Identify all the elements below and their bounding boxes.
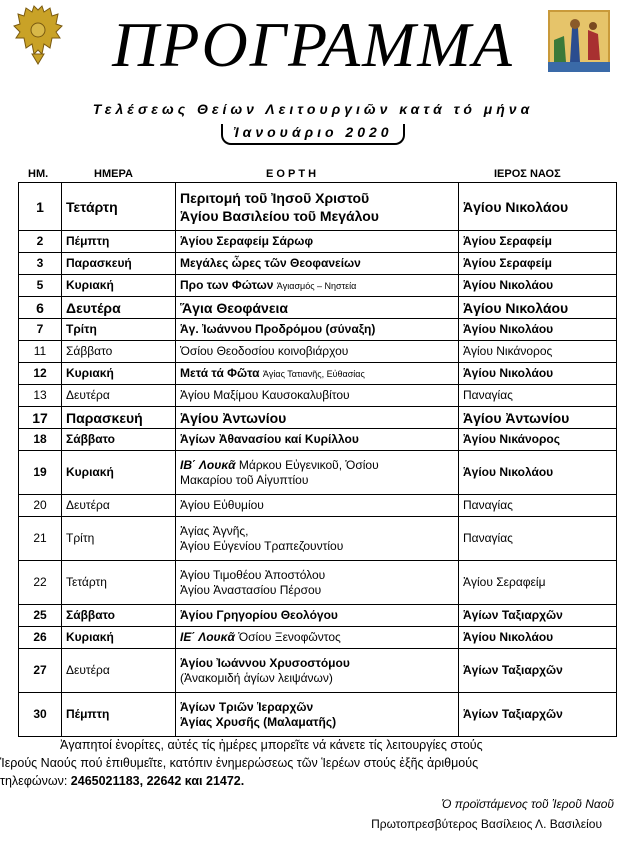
row-church: Ἁγίου Νικολάου [459, 363, 617, 385]
table-row [19, 363, 617, 385]
row-date: 7 [19, 319, 62, 341]
row-day: Κυριακή [62, 627, 176, 649]
feast-line-2: (Ἀνακομιδή ἁγίων λειψάνων) [180, 670, 333, 685]
feast-line: Ἁγίου Τιμοθέου Ἀποστόλου [180, 567, 326, 582]
row-church: Ἁγίων Ταξιαρχῶν [459, 693, 617, 737]
column-header-day: ΗΜΕΡΑ [94, 168, 133, 180]
signature-name: Πρωτοπρεσβύτερος Βασίλειος Λ. Βασιλείου [371, 817, 602, 831]
row-feast [176, 517, 459, 561]
row-feast: Ἁγίου Ἀντωνίου [176, 407, 459, 429]
row-date: 22 [19, 561, 62, 605]
theophany-icon [548, 10, 610, 72]
row-date: 18 [19, 429, 62, 451]
row-church: Παναγίας [459, 385, 617, 407]
feast-note: Ἁγίας Τατιανῆς, Εὐθασίας [262, 368, 365, 379]
row-feast [176, 275, 459, 297]
row-day: Παρασκευή [62, 253, 176, 275]
row-church: Ἁγίου Σεραφείμ [459, 231, 617, 253]
table-row [19, 693, 617, 737]
table-row [19, 495, 617, 517]
row-feast [176, 649, 459, 693]
row-date: 21 [19, 517, 62, 561]
row-date: 3 [19, 253, 62, 275]
row-date: 27 [19, 649, 62, 693]
row-day: Κυριακή [62, 363, 176, 385]
row-feast: Ἁγίου Μαξίμου Καυσοκαλυβίτου [176, 385, 459, 407]
table-row [19, 627, 617, 649]
row-date: 2 [19, 231, 62, 253]
row-feast: Ἁγίου Γρηγορίου Θεολόγου [176, 605, 459, 627]
table-row [19, 275, 617, 297]
table-row [19, 231, 617, 253]
schedule-table [18, 182, 617, 737]
signature-role: Ὁ προϊστάμενος τοῦ Ἱεροῦ Ναοῦ [441, 797, 614, 811]
table-row [19, 407, 617, 429]
table-row [19, 297, 617, 319]
column-header-church: ΙΕΡΟΣ ΝΑΟΣ [494, 168, 561, 180]
row-church: Ἁγίου Νικάνορος [459, 429, 617, 451]
row-feast: Ἁγ. Ἰωάννου Προδρόμου (σύναξη) [176, 319, 459, 341]
row-day: Κυριακή [62, 451, 176, 495]
row-day: Τετάρτη [62, 561, 176, 605]
row-church: Ἁγίου Νικάνορος [459, 341, 617, 363]
row-day: Σάββατο [62, 341, 176, 363]
row-day: Σάββατο [62, 605, 176, 627]
row-church: Ἁγίου Νικολάου [459, 183, 617, 231]
feast-line: Ἁγίων Τριῶν Ἱεραρχῶν [180, 699, 314, 714]
row-day: Δευτέρα [62, 297, 176, 319]
row-feast [176, 627, 459, 649]
feast-line-2: Μακαρίου τοῦ Αἰγυπτίου [180, 472, 309, 487]
table-row [19, 517, 617, 561]
feast-line-2: Ἁγίου Βασιλείου τοῦ Μεγάλου [180, 207, 379, 224]
table-row [19, 451, 617, 495]
feast-line: Μετά τά Φῶτα [180, 365, 263, 380]
notice-paragraph [0, 736, 616, 790]
row-date: 12 [19, 363, 62, 385]
row-date: 26 [19, 627, 62, 649]
row-feast [176, 561, 459, 605]
row-feast [176, 451, 459, 495]
row-feast: Ἁγίου Εὐθυμίου [176, 495, 459, 517]
row-feast [176, 363, 459, 385]
row-church: Ἁγίου Νικολάου [459, 451, 617, 495]
feast-line: ΙΕ΄ Λουκᾶ [180, 630, 235, 644]
row-church: Παναγίας [459, 495, 617, 517]
notice-line-1: Ἀγαπητοί ἐνορίτες, αὐτές τίς ἡμέρες μπορεῖτε νά κάνετε τίς λειτουργίες στούς [60, 738, 483, 752]
row-church: Ἁγίου Σεραφείμ [459, 561, 617, 605]
feast-line-2: Ἁγίου Ἀναστασίου Πέρσου [180, 582, 322, 597]
row-date: 25 [19, 605, 62, 627]
row-date: 30 [19, 693, 62, 737]
row-church: Ἁγίων Ταξιαρχῶν [459, 649, 617, 693]
row-feast: Ὁσίου Θεοδοσίου κοινοβιάρχου [176, 341, 459, 363]
row-date: 13 [19, 385, 62, 407]
notice-line-3: τηλεφώνων: [0, 774, 71, 788]
feast-line: Προ των Φώτων [180, 277, 277, 292]
table-row [19, 319, 617, 341]
row-feast: Ἁγίων Ἀθανασίου καί Κυρίλλου [176, 429, 459, 451]
row-feast: Μεγάλες ὦρες τῶν Θεοφανείων [176, 253, 459, 275]
row-church: Ἁγίου Σεραφείμ [459, 253, 617, 275]
row-date: 1 [19, 183, 62, 231]
row-feast [176, 693, 459, 737]
table-row [19, 605, 617, 627]
row-date: 20 [19, 495, 62, 517]
row-church: Παναγίας [459, 517, 617, 561]
feast-line: Περιτομή τοῦ Ἰησοῦ Χριστοῦ [180, 189, 370, 206]
row-feast: Ἅγια Θεοφάνεια [176, 297, 459, 319]
row-date: 19 [19, 451, 62, 495]
row-day: Τρίτη [62, 319, 176, 341]
feast-note: Ἁγιασμός – Νηστεία [276, 280, 357, 291]
row-day: Τρίτη [62, 517, 176, 561]
row-date: 17 [19, 407, 62, 429]
row-church: Ἁγίου Νικολάου [459, 627, 617, 649]
feast-line: ΙΒ΄ Λουκᾶ [180, 457, 236, 472]
table-row [19, 183, 617, 231]
row-day: Πέμπτη [62, 693, 176, 737]
row-church: Ἁγίου Νικολάου [459, 297, 617, 319]
row-day: Τετάρτη [62, 183, 176, 231]
table-row [19, 561, 617, 605]
row-day: Δευτέρα [62, 649, 176, 693]
table-row [19, 649, 617, 693]
page-subtitle: Τελέσεως Θείων Λειτουργιῶν κατά τό μήνα [92, 101, 534, 117]
row-day: Κυριακή [62, 275, 176, 297]
row-day: Παρασκευή [62, 407, 176, 429]
row-day: Σάββατο [62, 429, 176, 451]
row-day: Δευτέρα [62, 495, 176, 517]
feast-line-rest: Ὁσίου Ξενοφῶντος [234, 630, 341, 644]
feast-line-2: Ἁγίας Χρυσῆς (Μαλαματῆς) [180, 714, 337, 729]
feast-line: Ἁγίου Ἰωάννου Χρυσοστόμου [180, 655, 350, 670]
row-date: 5 [19, 275, 62, 297]
row-feast: Ἁγίου Σεραφείμ Σάρωφ [176, 231, 459, 253]
row-date: 11 [19, 341, 62, 363]
row-day: Πέμπτη [62, 231, 176, 253]
table-row [19, 253, 617, 275]
row-church: Ἁγίου Ἀντωνίου [459, 407, 617, 429]
feast-line-2: Ἁγίου Εὐγενίου Τραπεζουντίου [180, 538, 344, 553]
row-date: 6 [19, 297, 62, 319]
phone-numbers: 2465021183, 22642 και 21472. [70, 774, 245, 788]
notice-line-2: Ἱερούς Ναούς πού ἐπιθυμεῖτε, κατόπιν ἐνημερώσεως τῶν Ἱερέων στούς ἑξῆς ἀριθμούς [0, 756, 479, 770]
row-church: Ἁγίων Ταξιαρχῶν [459, 605, 617, 627]
row-church: Ἁγίου Νικολάου [459, 275, 617, 297]
row-church: Ἁγίου Νικολάου [459, 319, 617, 341]
month-label: Ἰανουάριο 2020 [221, 124, 404, 145]
row-day: Δευτέρα [62, 385, 176, 407]
column-header-feast: Ε Ο Ρ Τ Η [266, 168, 317, 180]
page-title: ΠΡΟΓΡΑΜΜΑ [112, 9, 514, 80]
table-row [19, 429, 617, 451]
feast-line: Ἁγίας Ἀγνῆς, [180, 523, 249, 538]
table-row [19, 385, 617, 407]
row-feast [176, 183, 459, 231]
feast-line-rest: Μάρκου Εὐγενικοῦ, Ὁσίου [235, 457, 379, 472]
table-row [19, 341, 617, 363]
column-header-num: ΗΜ. [28, 168, 49, 180]
